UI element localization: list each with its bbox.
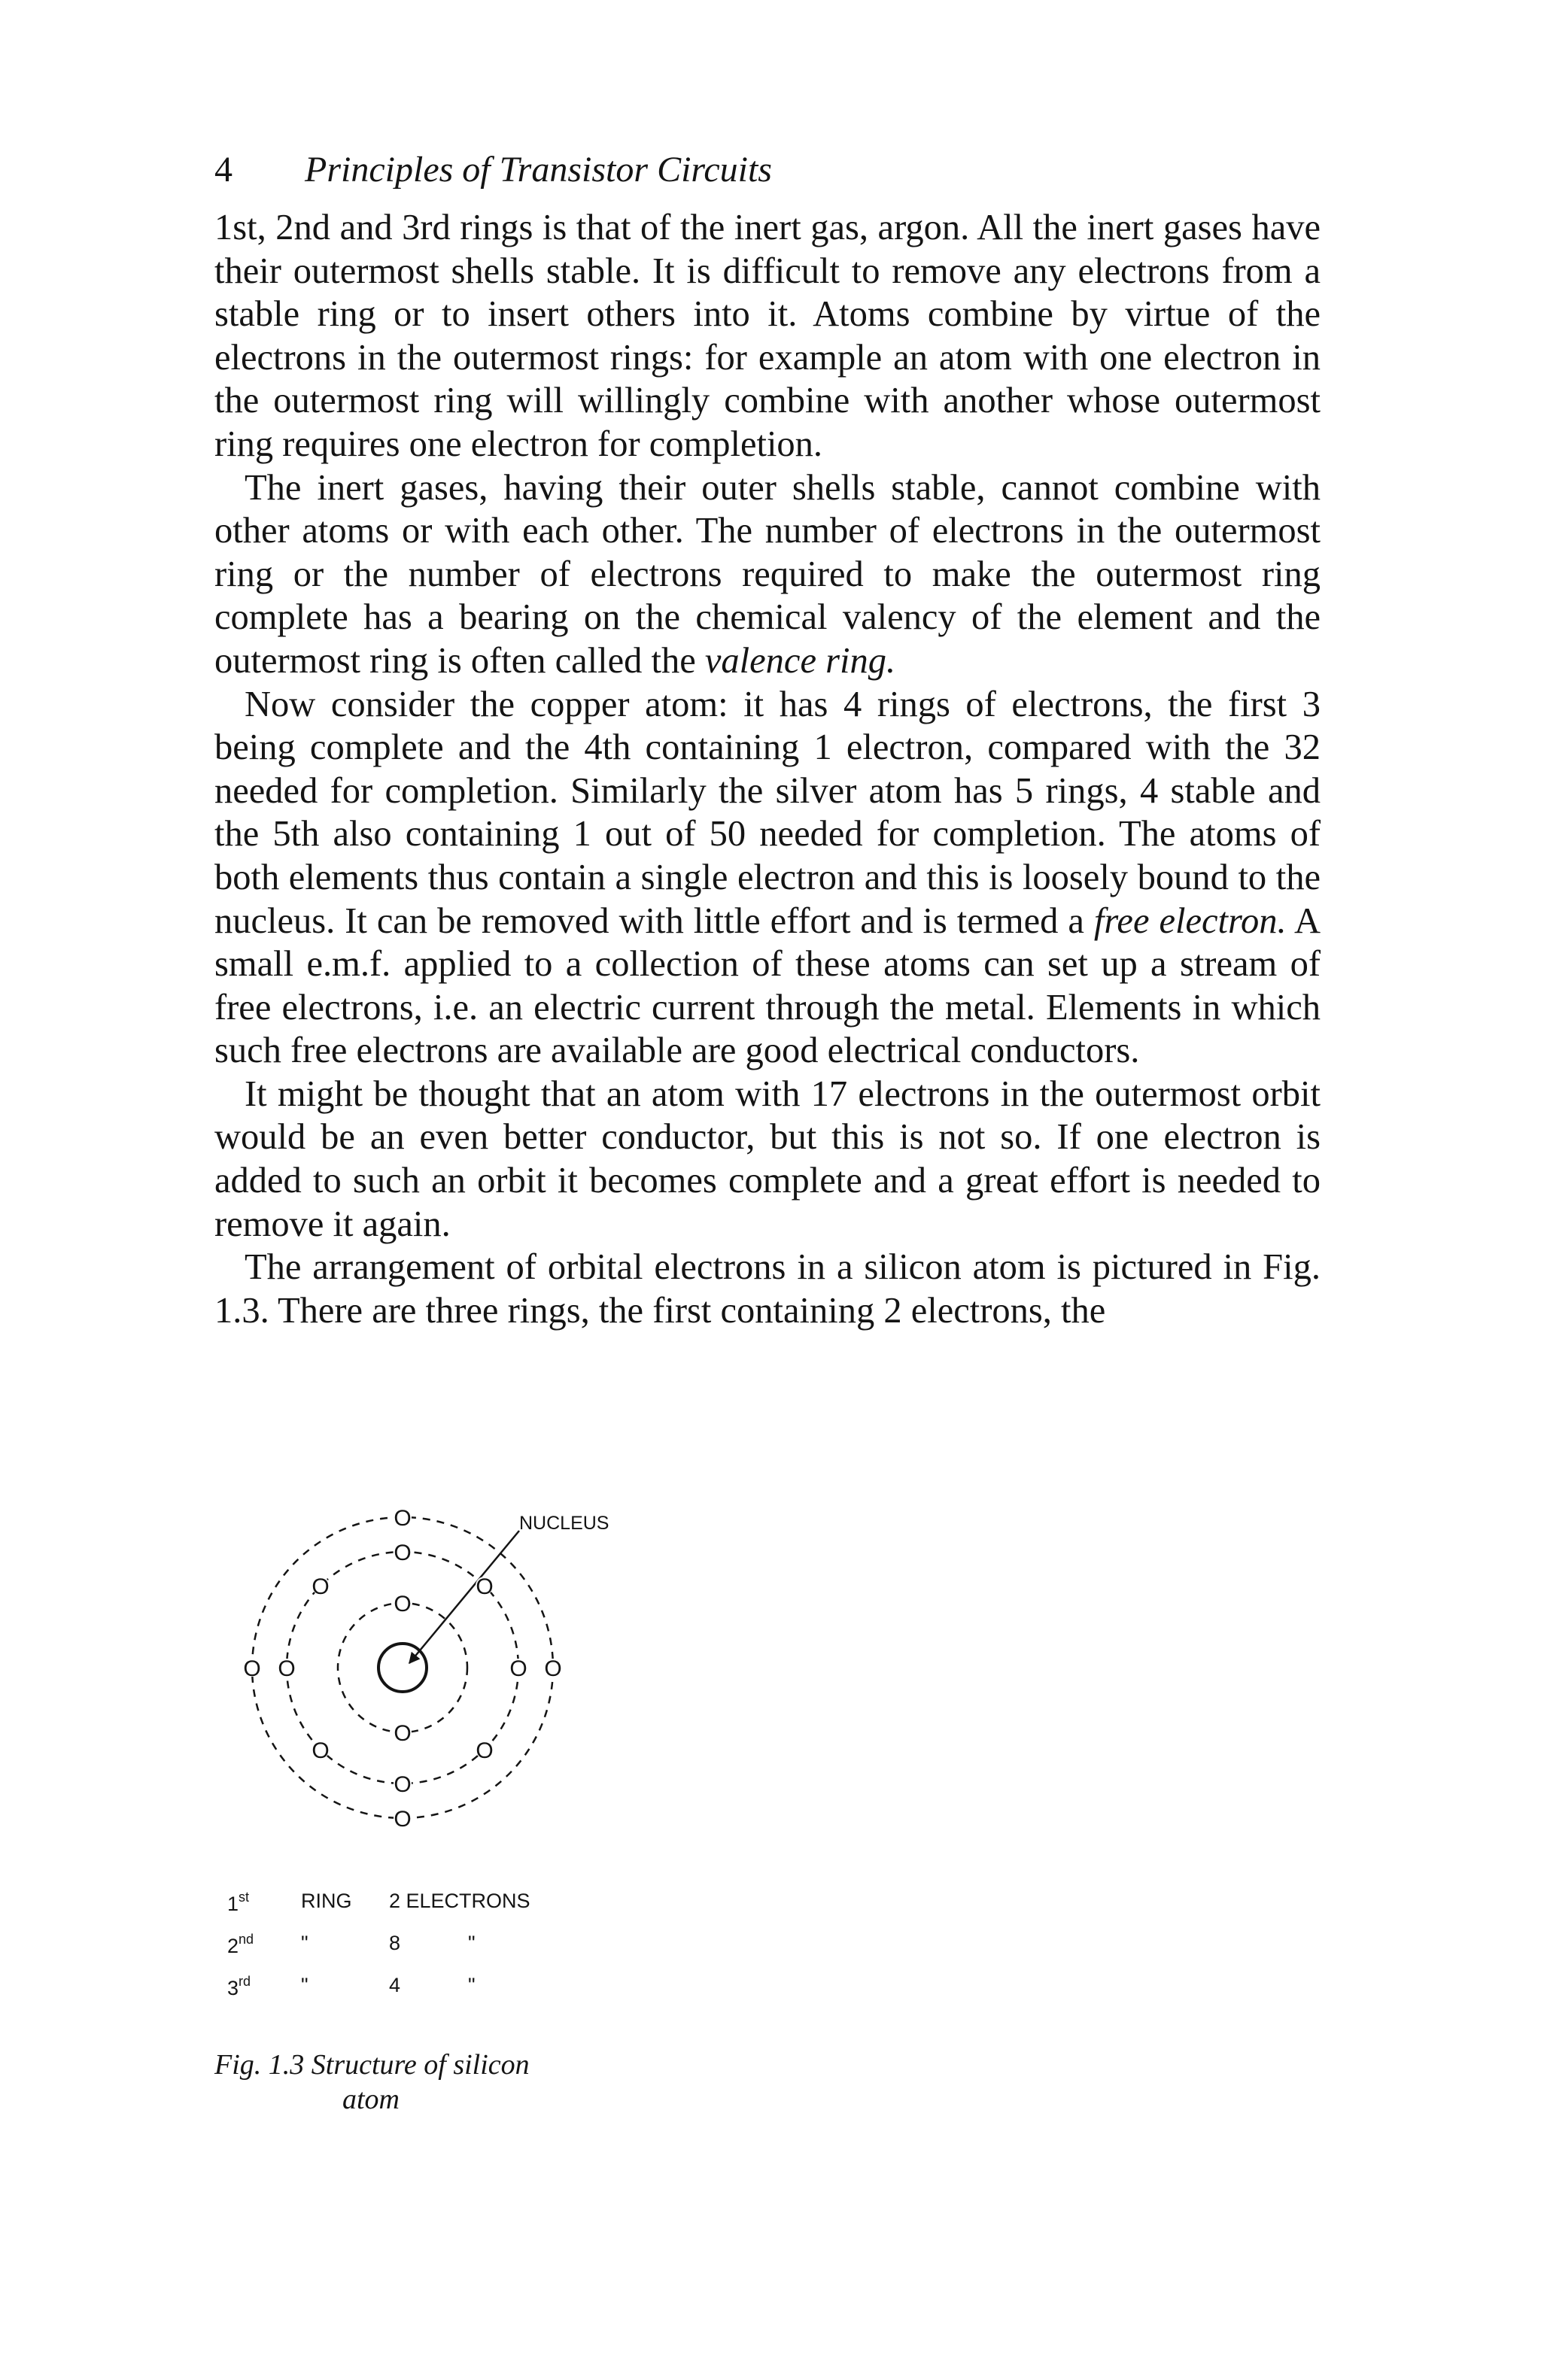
electron-marker: O (394, 1772, 412, 1797)
caption-line-1: Fig. 1.3 Structure of silicon (214, 2049, 530, 2081)
paragraph-3-text-a: Now consider the copper atom: it has 4 rings of electrons, the first 3 being complete and the 4th containing 1 electron, compared with the 32 needed for completion. Similarly the silver atom has 5 rings, 4 stable and the 5th also containing 1 out of 50 needed for completion. The atoms of both elements thus contain a single electron and this is loosely bound to the nucleus. It can be removed with little effort and is termed a (214, 684, 1321, 941)
running-header (214, 147, 772, 193)
ring-ordinal: 1st (227, 1890, 250, 1915)
electron-marker: O (394, 1592, 412, 1617)
ring-word: RING (301, 1890, 352, 1912)
nucleus-pointer-arrow (409, 1531, 519, 1663)
paragraph-2-text: The inert gases, having their outer shells stable, cannot combine with other atoms or with each other. The number of electrons in the outermost ring or the number of electrons required to make the outermost ring complete has a bearing on the chemical valency of the element and the outermost ring is often called the (214, 467, 1321, 681)
body-text (214, 206, 1321, 1332)
page-number: 4 (214, 150, 233, 190)
paragraph-1: 1st, 2nd and 3rd rings is that of the inert gas, argon. All the inert gases have their outermost shells stable. It is difficult to remove any electrons from a stable ring or to insert others into it. Atoms combine by virtue of the electrons in the outermost rings: for example an atom with one electron in the outermost ring will willingly combine with another whose outermost ring requires one electron for completion. (214, 208, 1321, 464)
caption-line-2: atom (342, 2084, 400, 2115)
nucleus-label: NUCLEUS (519, 1513, 609, 1534)
electron-marker: O (394, 1541, 412, 1565)
electron-marker: O (243, 1656, 261, 1681)
electron-marker: O (394, 1721, 412, 1746)
electron-marker: O (476, 1574, 494, 1599)
electron-count: 2 ELECTRONS (389, 1890, 530, 1912)
electron-count: 8 (389, 1932, 401, 1954)
paragraph-4: It might be thought that an atom with 17 electrons in the outermost orbit would be an even better conductor, but this is not so. If one electron is added to such an orbit it becomes complete and a great effort is needed to remove it again. (214, 1073, 1321, 1244)
paragraph-3 (214, 683, 1321, 1073)
electron-count: 4 (389, 1974, 401, 1996)
valence-ring-term: valence ring. (704, 640, 896, 681)
electron-marker: O (312, 1574, 330, 1599)
electron-marker: O (476, 1738, 494, 1763)
paragraph-3-text-b: A small e.m.f. applied to a collection of these atoms can set up a stream of free electrons, i.e. an electric current through the metal. Elements in which such free electrons are available are good electrical conductors. (214, 900, 1321, 1071)
electron-marker: O (509, 1656, 527, 1681)
ring-word: " (301, 1974, 309, 1996)
paragraph-2 (214, 466, 1321, 683)
silicon-atom-diagram (211, 1486, 677, 1862)
running-title: Principles of Transistor Circuits (305, 150, 772, 190)
electron-marker: O (394, 1506, 412, 1531)
paragraph-5: The arrangement of orbital electrons in a silicon atom is pictured in Fig. 1.3. There are three rings, the first containing 2 electrons, the (214, 1247, 1321, 1331)
electron-marker: O (312, 1738, 330, 1763)
ring-ordinal: 2nd (227, 1932, 254, 1957)
ring-ordinal: 3rd (227, 1974, 251, 1999)
electron-marker: O (278, 1656, 296, 1681)
atom-diagram-svg (211, 1486, 677, 1862)
electron-unit: " (468, 1932, 476, 1954)
electron-marker: O (544, 1656, 562, 1681)
figure-caption (214, 2048, 606, 2117)
electron-unit: " (468, 1974, 476, 1996)
ring-word: " (301, 1932, 309, 1954)
electron-marker: O (394, 1807, 412, 1832)
free-electron-term: free electron. (1093, 900, 1287, 941)
